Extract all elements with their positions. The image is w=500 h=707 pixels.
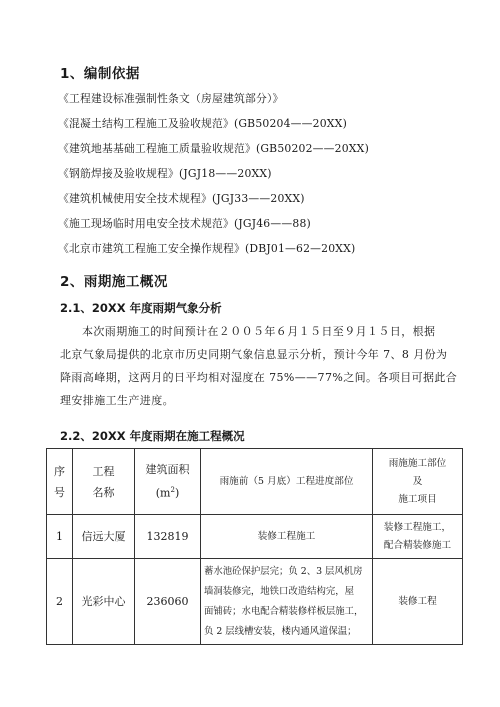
paragraph-line: 北京气象局提供的北京市历史同期气象信息显示分析，预计今年 7、8 月份为 [60, 348, 448, 361]
header-name: 工程 名称 [73, 449, 135, 515]
table-header-row [47, 449, 463, 515]
cell-no: 1 [47, 515, 73, 559]
area-unit: $(m^2)$ [155, 486, 180, 500]
section-1-title: 1、编制依据 [60, 66, 140, 82]
reference-item: 《施工现场临时用电安全技术规范》(JGJ46——88) [58, 217, 311, 230]
subsection-2-1-title: 2.1、20XX 年度雨期气象分析 [60, 301, 222, 315]
cell-area: 236060 [135, 559, 201, 645]
header-area: 建筑面积 $(m^2)$ [135, 449, 201, 515]
cell-name: 光彩中心 [73, 559, 135, 645]
subsection-2-2-title: 2.2、20XX 年度雨期在施工程概况 [60, 429, 245, 443]
weather-analysis-paragraph [60, 320, 460, 412]
cell-dept: 装修工程施工， 配合精装修施工 [373, 515, 463, 559]
table-row [47, 515, 463, 559]
reference-item: 《建筑机械使用安全技术规程》(JGJ33——20XX) [58, 192, 305, 205]
header-no: 序 号 [47, 449, 73, 515]
reference-item: 《北京市建筑工程施工安全操作规程》(DBJ01—62—20XX) [58, 242, 356, 255]
header-progress: 雨施前（5 月底）工程进度部位 [201, 449, 373, 515]
reference-item: 《建筑地基基础工程施工质量验收规范》(GB50202——20XX) [58, 142, 369, 155]
cell-no: 2 [47, 559, 73, 645]
reference-item: 《混凝土结构工程施工及验收规范》(GB50204——20XX) [58, 117, 347, 130]
section-2-title: 2、雨期施工概况 [60, 274, 168, 290]
projects-table [46, 448, 463, 645]
reference-item: 《工程建设标准强制性条文（房屋建筑部分）》 [58, 92, 284, 105]
cell-progress: 蓄水池砼保护层完；负 2、3 层风机房 墙洞装修完，地铁口改造结构完，屋 面铺砖；水电配合精装修样板层施工， 负 2 层线槽安装，楼内通风道保温； [201, 559, 373, 645]
paragraph-line: 理安排施工生产进度。 [60, 394, 174, 407]
cell-name: 信远大厦 [73, 515, 135, 559]
paragraph-line: 本次雨期施工的时间预计在２００５年６月１５日至９月１５日，根据 [82, 325, 436, 338]
paragraph-line: 降雨高峰期，这两月的日平均相对湿度在 75%——77%之间。各项目可据此合 [60, 371, 458, 384]
reference-item: 《钢筋焊接及验收规程》(JGJ18——20XX) [58, 167, 272, 180]
cell-progress: 装修工程施工 [201, 515, 373, 559]
header-dept: 雨施施工部位 及 施工项目 [373, 449, 463, 515]
cell-dept: 装修工程 [373, 559, 463, 645]
table-row [47, 559, 463, 645]
cell-area: 132819 [135, 515, 201, 559]
